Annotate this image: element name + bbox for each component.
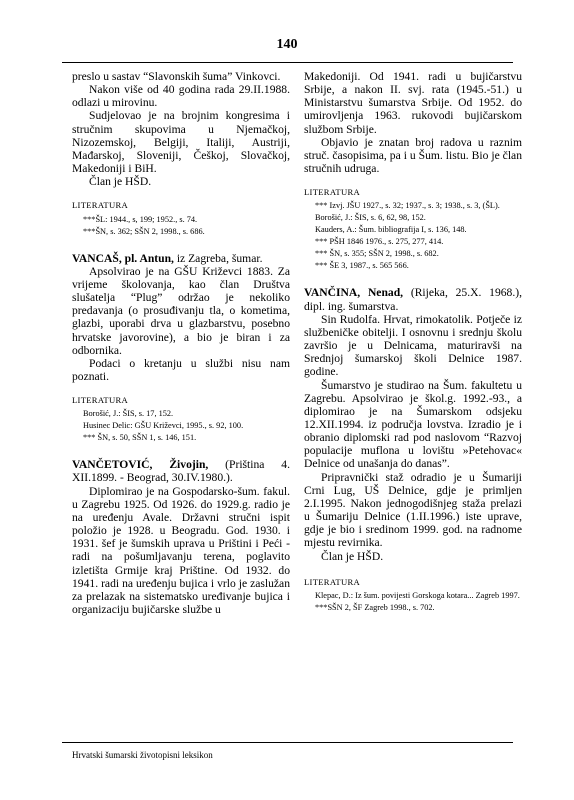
paragraph: Pripravnički staž odradio je u Šumariji Crni Lug, UŠ Delnice, gdje je primljen 2.I.1995. Nakon jednogodišnjeg staža prelazi u Šumariju Delnice (1.II.1996.) iste uprave, gdje je bio i sredinom 1999. god. na radnome mjestu revirnika. bbox=[304, 470, 522, 550]
literature-item: ***ŠL: 1944., s, 199; 1952., s. 74. bbox=[83, 214, 198, 224]
literature-item: *** PŠH 1846 1976., s. 275, 277, 414. bbox=[315, 237, 444, 247]
entry-surname: VANČINA, bbox=[304, 286, 361, 300]
paragraph: preslo u sastav “Slavonskih šuma” Vinkovci. bbox=[72, 70, 281, 83]
left-column bbox=[72, 70, 290, 616]
literature-item: Husinec Delic: GŠU Križevci, 1995., s. 92, 100. bbox=[83, 421, 244, 431]
literature-item: *** Izvj. JŠU 1927., s. 32; 1937., s. 3; 1938., s. 3, (ŠL). bbox=[315, 201, 500, 211]
literature-item: *** ŠE 3, 1987., s. 565 566. bbox=[315, 261, 409, 271]
paragraph: Objavio je znatan broj radova u raznim struč. časopisima, pa i u Šum. listu. Bio je član stručnih udruga. bbox=[304, 135, 522, 176]
literature-heading: LITERATURA bbox=[72, 200, 128, 211]
paragraph: Sin Rudolfa. Hrvat, rimokatolik. Potječe iz službeničke obitelji. I osnovnu i srednju školu završio je u Delnicama, maturiravši na Srednjoj šumarskoj školi Delnice 1987. godine. bbox=[304, 312, 522, 379]
entry-heading-vancas bbox=[72, 252, 290, 265]
paragraph: Član je HŠD. bbox=[321, 549, 384, 563]
paragraph: Sudjelovao je na brojnim kongresima i stručnim skupovima u Njemačkoj, Nizozemskoj, Belgiji, Italiji, Austriji, Mađarskoj, Sloveniji, Češkoj, Slovačkoj, Makedoniji i BiH. bbox=[72, 109, 290, 176]
paragraph: Član je HŠD. bbox=[89, 175, 152, 189]
bottom-rule bbox=[62, 742, 513, 743]
entry-heading-rest: iz Zagreba, šumar. bbox=[173, 251, 263, 265]
entry-heading-vancetovic bbox=[72, 458, 290, 484]
literature-heading: LITERATURA bbox=[304, 576, 360, 587]
literature-item: *** ŠN, s. 50, SŠN 1, s. 146, 151. bbox=[83, 433, 197, 443]
literature-heading: LITERATURA bbox=[72, 395, 128, 406]
literature-item: Borošić, J.: ŠIS, s. 6, 62, 98, 152. bbox=[315, 213, 426, 223]
paragraph: Diplomirao je na Gospodarsko-šum. fakul. u Zagrebu 1925. Od 1926. do 1929.g. radio je na uređenju Avale. Državni stručni ispit položio je 1928. u Beogradu. God. 1930. i 1931. šef je šumskih uprava u Prištini i Peći - radi na pošumljavanju terena, poglavito izletišta Grmije kraj Prištine. Od 1932. do 1941. radi na uređenju bujica i vrlo je zaslužan za prelazak na sistematsko uređivanje bujica i organizaciju bujičarske službe u bbox=[72, 484, 290, 616]
paragraph: Nakon više od 40 godina rada 29.II.1988. odlazi u mirovinu. bbox=[72, 83, 290, 110]
paragraph: Apsolvirao je na GŠU Križevci 1883. Za vrijeme školovanja, kao član Društva slušatelja “Plug” održao je nekoliko predavanja (o prosuđivanju tla, o kometima, glazbi, uporabi drva u glazbarstvu, posebno hrvatske javorovine), a bio je biran i za odbornika. bbox=[72, 264, 290, 357]
literature-item: ***SŠN 2, ŠF Zagreb 1998., s. 702. bbox=[315, 602, 435, 612]
entry-heading-rest: (Priština 4. XII.1899. - Beograd, 30.IV.1980.). bbox=[72, 458, 291, 485]
right-column bbox=[304, 70, 522, 614]
paragraph: Šumarstvo je studirao na Šum. fakultetu u Zagrebu. Apsolvirao je škol.g. 1992.-93., a diplomirao je na Šumarskom odsjeku 12.XII.1994. iz područja lovstva. Izradio je i obranio diplomski rad pod naslovom “Razvoj populacije muflona u lovištu »Petehovac« Delnice od unašanja do danas”. bbox=[304, 378, 522, 471]
literature-item: ***ŠN, s. 362; SŠN 2, 1998., s. 686. bbox=[83, 226, 205, 236]
entry-surname: VANCAŠ, bbox=[72, 251, 122, 265]
literature-item: Klepac, D.: Iz šum. povijesti Gorskoga kotara... Zagreb 1997. bbox=[315, 590, 520, 600]
literature-item: *** ŠN, s. 355; SŠN 2, 1998., s. 682. bbox=[315, 249, 439, 259]
paragraph: Makedoniji. Od 1941. radi u bujičarstvu Srbije, a nakon II. svj. rata (1945.-51.) u Ministarstvu šumarstva Srbije. Od 1952. do umirovljenja 1963. rukovodi bujičarskom službom Srbije. bbox=[304, 70, 522, 136]
top-rule bbox=[62, 62, 513, 63]
entry-heading-rest: (Rijeka, 25.X. 1968.), dipl. ing. šumarstva. bbox=[304, 286, 523, 313]
entry-heading-vancina bbox=[304, 286, 522, 312]
footer-title: Hrvatski šumarski životopisni leksikon bbox=[72, 750, 213, 760]
entry-given-name: pl. Antun, bbox=[124, 251, 174, 265]
literature-item: Borošić, J.: ŠIS, s. 17, 152. bbox=[83, 409, 174, 419]
entry-surname: VANČETOVIĆ, bbox=[72, 458, 153, 472]
entry-given-name: Živojin, bbox=[169, 458, 209, 472]
literature-heading: LITERATURA bbox=[304, 187, 360, 198]
entry-given-name: Nenad, bbox=[367, 286, 404, 300]
literature-item: Kauders, A.: Šum. bibliografija I, s. 136, 148. bbox=[315, 225, 467, 235]
paragraph: Podaci o kretanju u službi nisu nam poznati. bbox=[72, 356, 290, 383]
page-number: 140 bbox=[276, 37, 298, 52]
